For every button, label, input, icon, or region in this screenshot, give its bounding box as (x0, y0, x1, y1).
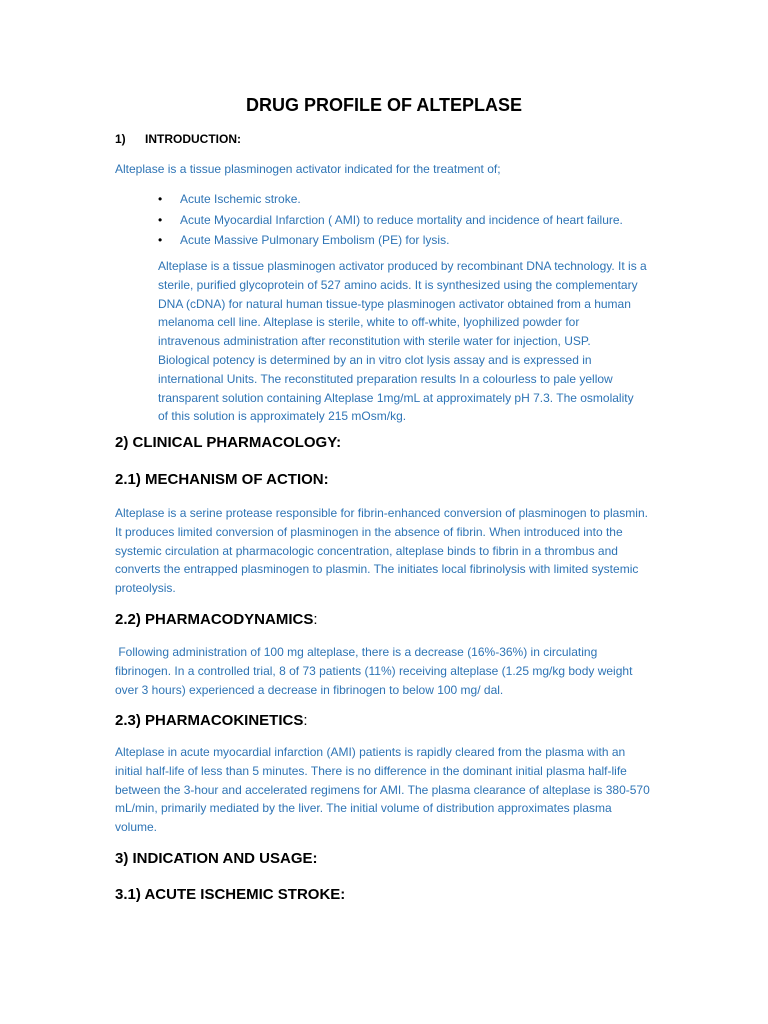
text-line: Biological potency is determined by an in vitro clot lysis assay and is expressed in (158, 352, 592, 367)
bullet-item (158, 230, 623, 251)
indication-and-usage-heading: 3) INDICATION AND USAGE: (115, 850, 318, 867)
bullet-item (158, 189, 623, 210)
clinical-pharmacology-heading: 2) CLINICAL PHARMACOLOGY: (115, 434, 342, 451)
acute-ischemic-stroke-heading: 3.1) ACUTE ISCHEMIC STROKE: (115, 886, 346, 903)
mechanism-of-action-heading: 2.1) MECHANISM OF ACTION: (115, 471, 329, 488)
text-line: between the 3-hour and accelerated regimens for AMI. The plasma clearance of alteplase is 380-570 (115, 782, 650, 797)
text-line: It produces limited conversion of plasminogen in the absence of fibrin. When introduced into the (115, 524, 623, 539)
text-line: systemic circulation at pharmacologic concentration, alteplase binds to fibrin in a thrombus and (115, 543, 618, 558)
text-line: DNA (cDNA) for natural human tissue-type plasminogen activator obtained from a human (158, 296, 631, 311)
text-line: over 3 hours) experienced a decrease in fibrinogen to below 100 mg/ dal. (115, 682, 504, 697)
mechanism-of-action-text (115, 504, 648, 598)
bullet-item (158, 210, 623, 231)
text-line: sterile, purified glycoprotein of 527 amino acids. It is synthesized using the complementary (158, 277, 638, 292)
pharmacodynamics-heading-colon: : (313, 611, 318, 628)
indication-bullet-list (158, 189, 623, 251)
pharmacodynamics-text (115, 643, 632, 699)
intro-heading-text: INTRODUCTION: (145, 132, 241, 146)
text-line: proteolysis. (115, 581, 176, 596)
text-line: converts the entrapped plasminogen to plasmin. The initiates local fibrinolysis with limited systemic (115, 562, 639, 577)
text-line: mL/min, primarily mediated by the liver. The initial volume of distribution approximates plasma (115, 801, 612, 816)
intro-lead: Alteplase is a tissue plasminogen activator indicated for the treatment of; (115, 162, 501, 176)
bullet-text: Acute Massive Pulmonary Embolism (PE) for lysis. (180, 233, 450, 247)
bullet-text: Acute Ischemic stroke. (180, 192, 301, 206)
text-line: fibrinogen. In a controlled trial, 8 of 73 patients (11%) receiving alteplase (1.25 mg/kg body weight (115, 663, 633, 678)
text-line: intravenous administration after reconstitution with sterile water for injection, USP. (158, 334, 591, 349)
bullet-icon: • (158, 233, 163, 247)
pharmacokinetics-heading-text: 2.3) PHARMACOKINETICS (115, 712, 304, 729)
pharmacokinetics-heading (115, 712, 308, 729)
text-line: of this solution is approximately 215 mOsm/kg. (158, 409, 407, 424)
intro-description (158, 257, 647, 426)
bullet-icon: • (158, 212, 163, 227)
text-line: Alteplase is a tissue plasminogen activator produced by recombinant DNA technology. It is a (158, 259, 647, 273)
document-title: DRUG PROFILE OF ALTEPLASE (245, 95, 522, 115)
text-line: transparent solution containing Alteplase 1mg/mL at approximately pH 7.3. The osmolality (158, 390, 634, 405)
pharmacodynamics-heading (115, 611, 318, 628)
bullet-text: Acute Myocardial Infarction ( AMI) to reduce mortality and incidence of heart failure. (180, 212, 623, 227)
text-line: Following administration of 100 mg alteplase, there is a decrease (16%-36%) in circulating (115, 645, 598, 659)
intro-heading-number: 1) (115, 132, 126, 146)
intro-heading (115, 132, 241, 146)
text-line: initial half-life of less than 5 minutes. There is no difference in the dominant initial plasma half-life (115, 763, 627, 778)
text-line: Alteplase in acute myocardial infarction (AMI) patients is rapidly cleared from the plasma with an (115, 745, 626, 759)
pharmacodynamics-heading-text: 2.2) PHARMACODYNAMICS (115, 611, 314, 628)
bullet-icon: • (158, 192, 163, 206)
text-line: Alteplase is a serine protease responsible for fibrin-enhanced conversion of plasminogen to plasmin. (115, 506, 648, 520)
pharmacokinetics-text (115, 743, 650, 837)
text-line: melanoma cell line. Alteplase is sterile, white to off-white, lyophilized powder for (158, 315, 580, 330)
text-line: international Units. The reconstituted preparation results In a colourless to pale yellow (158, 371, 613, 386)
text-line: volume. (115, 820, 158, 835)
pharmacokinetics-heading-colon: : (303, 712, 308, 729)
